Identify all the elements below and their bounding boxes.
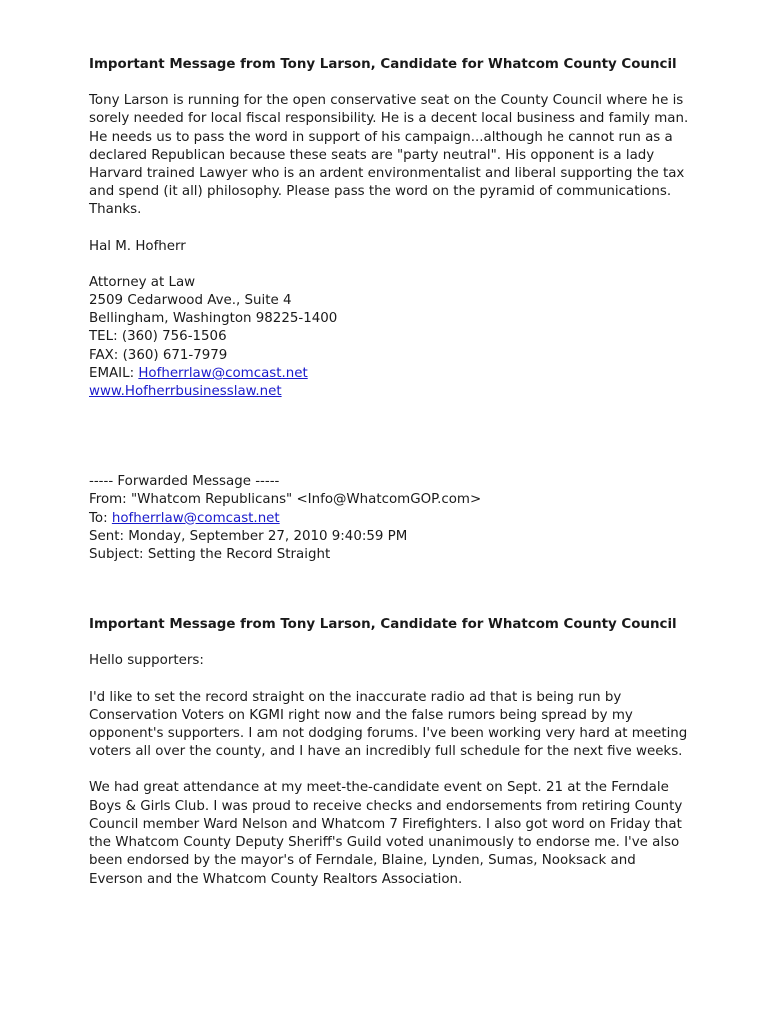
email-link[interactable]: Hofherrlaw@comcast.net <box>138 365 308 381</box>
forwarded-header: ----- Forwarded Message ----- <box>89 474 280 490</box>
signature-name: Hal M. Hofherr <box>89 238 186 254</box>
to-email-link[interactable]: hofherrlaw@comcast.net <box>111 510 280 526</box>
paragraph-2: We had great attendance at my meet-the-candidate event on Sept. 21 at the Ferndale Boys & Girls Club. I was proud to receive checks and endorsements from retiring County Council member Ward Nelson and Whatcom 7 Firefighters. I also got word on Friday that the Whatcom County Deputy Sheriff's Guild voted unanimously to endorse me. I've also been endorsed by the mayor's of Ferndale, Blaine, Lynden, Sumas, Nooksack and Everson and the Whatcom County Realtors Association. <box>89 780 683 887</box>
forwarded-subject: Subject: Setting the Record Straight <box>89 547 331 563</box>
email-document <box>89 56 689 889</box>
signature-tel: TEL: (360) 756-1506 <box>89 329 227 345</box>
forwarded-header-block <box>89 473 689 564</box>
forwarded-message-title: Important Message from Tony Larson, Candidate for Whatcom County Council <box>89 617 677 633</box>
website-line <box>89 383 689 401</box>
paragraph-1: I'd like to set the record straight on the inaccurate radio ad that is being run by Conservation Voters on KGMI right now and the false rumors being spread by my opponent's supporters. I am not dodging forums. I've been working very hard at meeting voters all over the county, and I have an incredibly full schedule for the next five weeks. <box>89 689 688 760</box>
forwarded-from: From: "Whatcom Republicans" <Info@WhatcomGOP.com> <box>89 492 482 508</box>
signature-title: Attorney at Law <box>89 274 196 290</box>
signature-fax: FAX: (360) 671-7979 <box>89 347 228 363</box>
signature-address-line1: 2509 Cedarwood Ave., Suite 4 <box>89 293 292 309</box>
forwarded-sent: Sent: Monday, September 27, 2010 9:40:59 PM <box>89 528 408 544</box>
signature-address-line2: Bellingham, Washington 98225-1400 <box>89 311 338 327</box>
to-label: To: <box>89 510 112 526</box>
signature-email-line <box>89 365 689 383</box>
message-title: Important Message from Tony Larson, Candidate for Whatcom County Council <box>89 57 677 72</box>
website-link[interactable]: www.Hofherrbusinesslaw.net <box>89 384 282 400</box>
greeting: Hello supporters: <box>89 653 204 669</box>
message-body: Tony Larson is running for the open conservative seat on the County Council where he is sorely needed for local fiscal responsibility. He is a decent local business and family man. He needs us to pass the word in support of his campaign...although he cannot run as a declared Republican because these seats are "party neutral". His opponent is a lady Harvard trained Lawyer who is an ardent environmentalist and liberal supporting the tax and spend (it all) philosophy. Please pass the word on the pyramid of communications. Thanks. <box>89 93 689 218</box>
email-label: EMAIL: <box>89 365 139 381</box>
forwarded-to-line <box>89 510 689 528</box>
signature-block <box>89 238 689 402</box>
